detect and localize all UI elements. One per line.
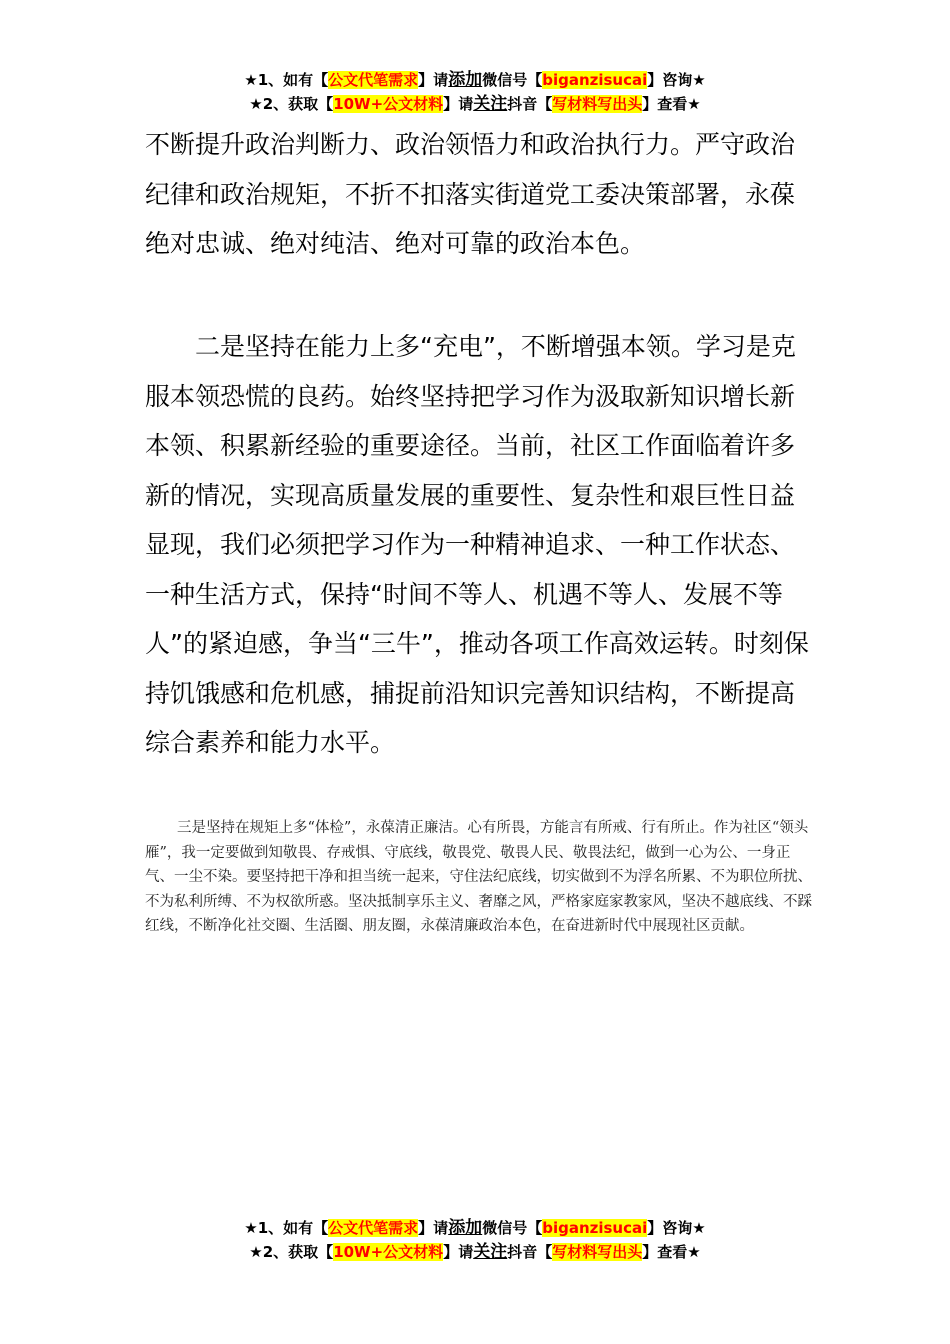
promo-text: 】请 [443,95,474,113]
promo-line-1 [0,68,950,92]
promo-text: 】咨询★ [647,71,706,89]
promo-highlight: 公文代笔需求 [328,71,419,89]
promo-highlight: 公文代笔需求 [328,1219,419,1237]
paragraph-capability: 二是坚持在能力上多“充电”，不断增强本领。学习是克服本领恐慌的良药。始终坚持把学习作为汲取新知识增长新本领、积累新经验的重要途径。当前，社区工作面临着许多新的情况，实现高质量发展的重要性、复杂性和艰巨性日益显现，我们必须把学习作为一种精神追求、一种工作状态、一种生活方式，保持“时间不等人、机遇不等人、发展不等人”的紧迫感，争当“三牛”，推动各项工作高效运转。时刻保持饥饿感和危机感，捕捉前沿知识完善知识结构，不断提高综合素养和能力水平。 [145,332,809,757]
promo-text: 】请 [443,1243,474,1261]
promo-douyin-id: 写材料写出头 [552,1243,643,1261]
paragraph-integrity: 三是坚持在规矩上多“体检”，永葆清正廉洁。心有所畏，方能言有所戒、行有所止。作为社区“领头雁”，我一定要做到知敬畏、存戒惧、守底线，敬畏党、敬畏人民、敬畏法纪，做到一心为公、一身正气、一尘不染。要坚持把干净和担当统一起来，守住法纪底线，切实做到不为浮名所累、不为职位所扰、不为私利所缚、不为权欲所惑。坚决抵制享乐主义、奢靡之风，严格家庭家教家风，坚决不越底线、不踩红线，不断净化社交圈、生活圈、朋友圈，永葆清廉政治本色，在奋进新时代中展现社区贡献。 [145,820,812,934]
promo-text: 】查看★ [642,1243,701,1261]
promo-text: ★1、如有【 [244,71,329,89]
promo-text: ★1、如有【 [244,1219,329,1237]
promo-line-2 [0,1240,950,1264]
promo-banner-top [0,68,950,116]
promo-text: 】查看★ [642,95,701,113]
promo-underlined: 关注 [473,94,508,114]
promo-underlined: 关注 [473,1242,508,1262]
promo-text: 抖音【 [507,1243,553,1261]
promo-text: 微信号【 [482,71,543,89]
promo-line-2 [0,92,950,116]
promo-douyin-id: 写材料写出头 [552,95,643,113]
promo-banner-bottom [0,1216,950,1264]
promo-text: ★2、获取【 [249,1243,334,1261]
promo-wechat-id: biganzisucai [542,1219,648,1237]
promo-text: ★2、获取【 [249,95,334,113]
promo-text: 】请 [418,71,449,89]
promo-text: 微信号【 [482,1219,543,1237]
promo-wechat-id: biganzisucai [542,71,648,89]
promo-underlined: 添加 [448,70,483,90]
paragraph-political-loyalty: 不断提升政治判断力、政治领悟力和政治执行力。严守政治纪律和政治规矩，不折不扣落实街道党工委决策部署，永葆绝对忠诚、绝对纯洁、绝对可靠的政治本色。 [145,130,796,258]
promo-highlight: 10W+公文材料 [333,1243,444,1261]
promo-text: 抖音【 [507,95,553,113]
promo-underlined: 添加 [448,1218,483,1238]
promo-highlight: 10W+公文材料 [333,95,444,113]
promo-text: 】咨询★ [647,1219,706,1237]
promo-text: 】请 [418,1219,449,1237]
promo-line-1 [0,1216,950,1240]
